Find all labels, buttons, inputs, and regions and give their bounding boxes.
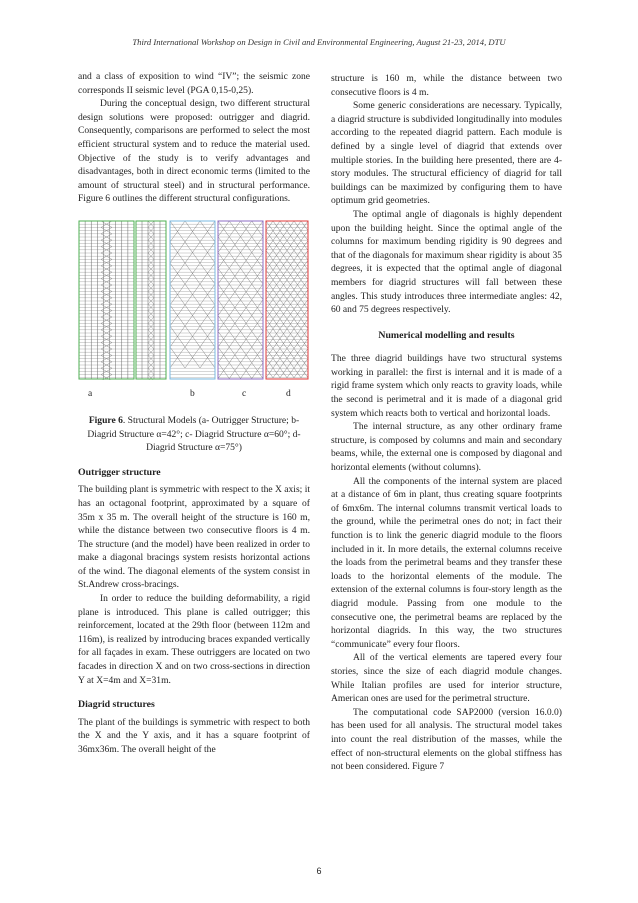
paragraph: The optimal angle of diagonals is highly dependent upon the building height. Since the optimal angle of the columns for maximum bending rigidity is 90 degrees and that of the diagonals for maximum shear rigidity is about 35 degrees, it is expected that the optimal angle of diagonal members for diagrid structures will fall between these angles. This study introduces three intermediate angles: 42, 60 and 75 degrees respectively.: [331, 208, 562, 316]
left-column: [78, 70, 310, 757]
figure-label-a: a: [88, 388, 93, 399]
model-panel: [136, 221, 166, 380]
caption-text: . Structural Models (a- Outrigger Structure; b- Diagrid Structure α=42°; c- Diagrid Structure α=60°; d- Diagrid Structure α=75°): [87, 414, 301, 454]
paragraph: The internal structure, as any other ordinary frame structure, is composed by columns and main and secondary beams, while, the external one is composed by diagonal and horizontal elements (without columns).: [331, 421, 562, 474]
figure-label-c: c: [242, 388, 247, 399]
figure-caption: [78, 414, 310, 455]
paragraph: The plant of the buildings is symmetric with respect to both the X and the Y axis, and it has a square footprint of 36mx36m. The overall height of the: [78, 716, 310, 755]
section-heading-outrigger: Outrigger structure: [78, 466, 161, 478]
page-number: 6: [316, 866, 322, 876]
figure-label-d: d: [286, 388, 291, 399]
page-header: Third International Workshop on Design in Civil and Environmental Engineering, August 21-23, 2014, DTU: [132, 37, 506, 47]
model-panel: [266, 221, 308, 379]
figure-label-b: b: [190, 388, 195, 399]
structural-models-figure: [78, 220, 310, 380]
section-heading-diagrid: Diagrid structures: [78, 699, 155, 711]
figure-6: [78, 220, 310, 400]
paragraph: The computational code SAP2000 (version 16.0.0) has been used for all analysis. The structural model takes into count the real distribution of the masses, while the effect of non-structural elements on the global stiffness has not been considered. Figure 7: [331, 706, 562, 773]
section-heading-numerical: Numerical modelling and results: [378, 329, 515, 341]
paragraph: During the conceptual design, two different structural design solutions were proposed: outrigger and diagrid. Consequently, comparisons are performed to select the most efficient structural system and to reduce the material used. Objective of the study is to verify advantages and disadvantages, both in direct economic terms (limited to the amount of structural steel) and in structural performance. Figure 6 outlines the different structural configurations.: [78, 98, 310, 205]
paragraph: The three diagrid buildings have two structural systems working in parallel: the first is internal and it is made of a rigid frame system which only reacts to gravity loads, while the second is perimetral and it is made of a diagonal grid system which reacts both to vertical and horizontal loads.: [331, 353, 562, 419]
model-panel: [79, 221, 134, 380]
paragraph: The building plant is symmetric with respect to the X axis; it has an octagonal footprint, approximated by a square of 35m x 35 m. The overall height of the structure is 160 m, while the distance between two consecutive floors is 4 m. The structure (and the model) have been realized in order to make a diagonal bracings system resists horizontal actions of the wind. The diagonal elements of the system consist in St.Andrew cross-bracings.: [78, 484, 311, 591]
model-panel: [170, 221, 215, 379]
caption-label: Figure 6: [88, 414, 123, 426]
model-panel: [218, 221, 263, 379]
right-column: [331, 72, 562, 774]
paragraph: structure is 160 m, while the distance between two consecutive floors is 4 m.: [331, 73, 562, 98]
paragraph: Some generic considerations are necessary. Typically, a diagrid structure is subdivided longitudinally into modules according to the repeated diagrid pattern. Each module is defined by a single level of diagrid that extends over multiple stories. In the building here presented, there are 4-story modules. The structural efficiency of diagrid for tall buildings can be maximized by configuring them to have optimum grid geometries.: [331, 100, 562, 207]
paragraph: All the components of the internal system are placed at a distance of 6m in plant, thus creating square footprints of 6mx6m. The internal columns transmit vertical loads to the ground, while the perimetral ones do not; in fact their function is to link the generic diagrid module to the floors included in it. In more details, the external columns receive the loads from the perimetral beams and they transfer these loads to the horizontal elements of the module. The extension of the external columns is four-story length as the diagrid module. Passing from one module to the consecutive one, the perimetral beams are replaced by the horizontal diagrids. In this way, the two structures “communicate” every four floors.: [331, 475, 562, 650]
paragraph: In order to reduce the building deformability, a rigid plane is introduced. This plane is called outrigger; this reinforcement, located at the 29th floor (between 112m and 116m), is realized by introducing braces expanded vertically for all façades in exam. These outriggers are located on two facades in direction X and on two cross-sections in direction Y at X=4m and X=31m.: [78, 593, 310, 686]
paragraph: All of the vertical elements are tapered every four stories, since the size of each diagrid module changes. While Italian profiles are used for interior structure, American ones are used for the perimetral structure.: [331, 652, 562, 705]
paragraph: and a class of exposition to wind “IV”; the seismic zone corresponds II seismic level (PGA 0,15-0,25).: [78, 71, 310, 96]
